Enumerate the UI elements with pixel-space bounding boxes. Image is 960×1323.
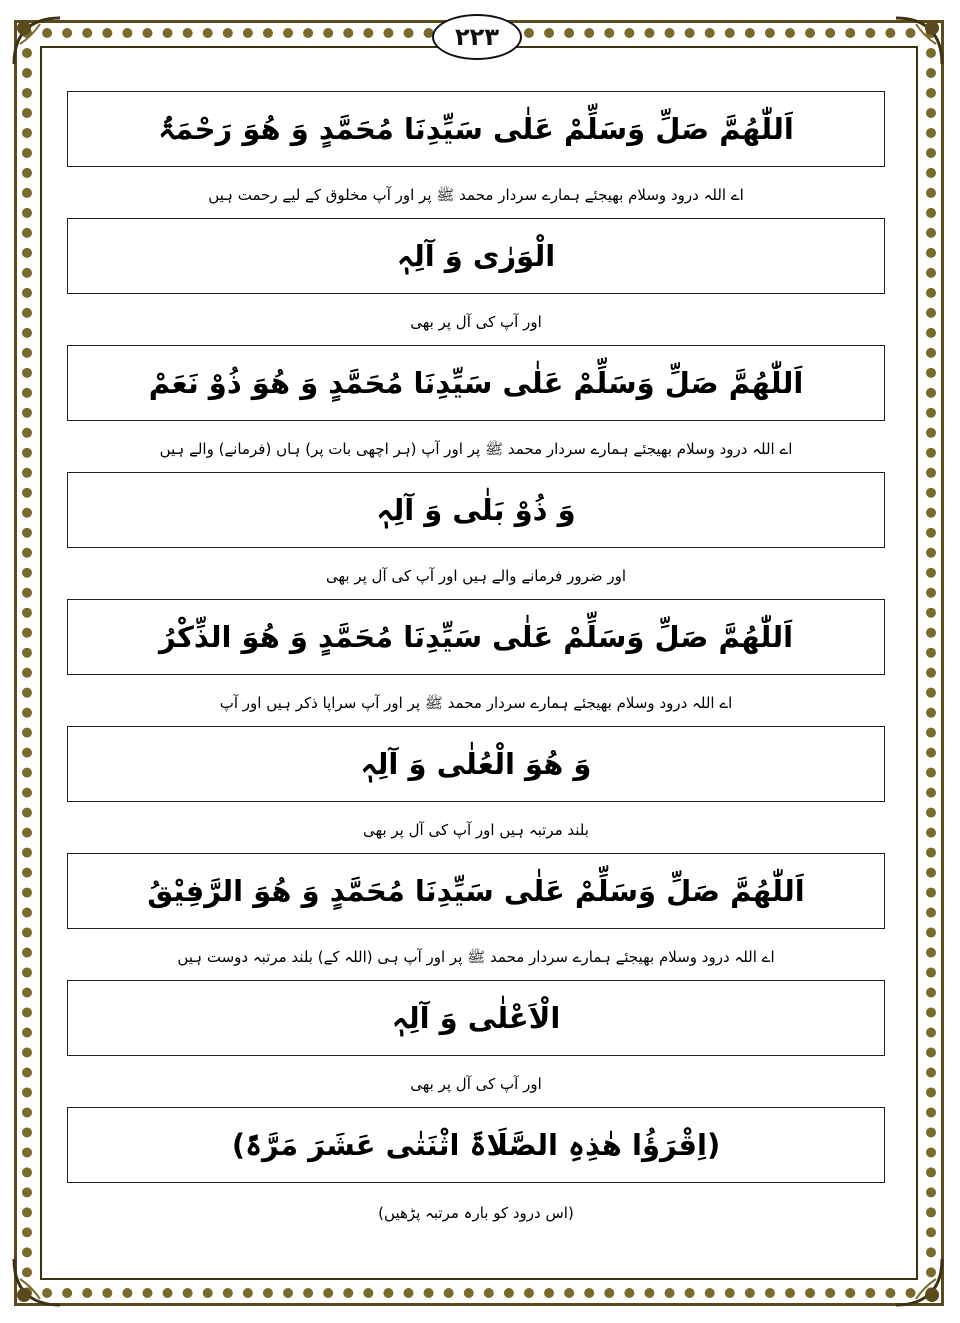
corner-ornament-icon bbox=[892, 14, 946, 68]
arabic-verse-box: اَللّٰھُمَّ صَلِّ وَسَلِّمْ عَلٰی سَیِّدِنَا مُحَمَّدٍ وَ ھُوَ الذِّکْرُ bbox=[67, 599, 885, 675]
urdu-translation: اے اللہ درود وسلام بھیجئے ہمارے سردار محمد ﷺ پر اور آپ (ہر اچھی بات پر) ہاں (فرمانے) والے ہیں bbox=[159, 440, 793, 458]
arabic-verse-box: اَللّٰھُمَّ صَلِّ وَسَلِّمْ عَلٰی سَیِّدِنَا مُحَمَّدٍ وَ ھُوَ الرَّفِیْقُ bbox=[67, 853, 885, 929]
urdu-translation: اے اللہ درود وسلام بھیجئے ہمارے سردار محمد ﷺ پر اور آپ سراپا ذکر ہیں اور آپ bbox=[219, 694, 733, 712]
urdu-translation: اے اللہ درود وسلام بھیجئے ہمارے سردار محمد ﷺ پر اور آپ مخلوق کے لیے رحمت ہیں bbox=[208, 186, 744, 204]
urdu-translation: اور آپ کی آل پر بھی bbox=[410, 313, 542, 331]
urdu-instruction: (اس درود کو بارہ مرتبہ پڑھیں) bbox=[378, 1204, 574, 1222]
urdu-translation: بلند مرتبہ ہیں اور آپ کی آل پر بھی bbox=[363, 821, 589, 839]
corner-ornament-icon bbox=[892, 1255, 946, 1309]
corner-ornament-icon bbox=[10, 14, 64, 68]
arabic-verse-box: الْوَرٰی وَ آلِہٖ bbox=[67, 218, 885, 294]
arabic-verse-box: اَللّٰھُمَّ صَلِّ وَسَلِّمْ عَلٰی سَیِّدِنَا مُحَمَّدٍ وَ ھُوَ ذُوْ نَعَمْ bbox=[67, 345, 885, 421]
corner-ornament-icon bbox=[10, 1255, 64, 1309]
arabic-verse-box: وَ ذُوْ بَلٰی وَ آلِہٖ bbox=[67, 472, 885, 548]
arabic-verse-box: الْاَعْلٰی وَ آلِہٖ bbox=[67, 980, 885, 1056]
page-number: ۲۲۳ bbox=[432, 14, 522, 60]
arabic-verse-box: وَ ھُوَ الْعُلٰی وَ آلِہٖ bbox=[67, 726, 885, 802]
arabic-instruction-box: (اِقْرَؤُا ھٰذِہِ الصَّلَاۃَ اثْنَتٰی عَشَرَ مَرَّۃً) bbox=[67, 1107, 885, 1183]
arabic-verse-box: اَللّٰھُمَّ صَلِّ وَسَلِّمْ عَلٰی سَیِّدِنَا مُحَمَّدٍ وَ ھُوَ رَحْمَۃُ bbox=[67, 91, 885, 167]
urdu-translation: اور آپ کی آل پر بھی bbox=[410, 1075, 542, 1093]
urdu-translation: اور ضرور فرمانے والے ہیں اور آپ کی آل پر بھی bbox=[325, 567, 627, 585]
urdu-translation: اے اللہ درود وسلام بھیجئے ہمارے سردار محمد ﷺ پر اور آپ ہی (اللہ کے) بلند مرتبہ دوست ہیں bbox=[177, 948, 775, 966]
